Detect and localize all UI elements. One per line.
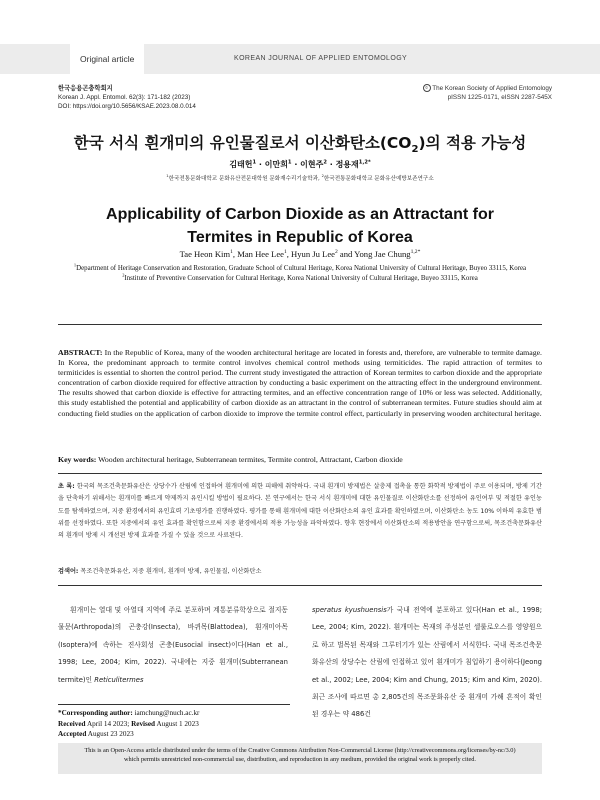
journal-abbrev: Korean J. Appl. Entomol. 62(3): 171-182 (2023) bbox=[58, 94, 191, 101]
divider-top bbox=[58, 324, 542, 325]
license-notice: This is an Open-Access article distributed under the terms of the Creative Commons Attribution Non-Commercial License (http://creativecommons.org/licenses/by-nc/3.0) which permits unrestricted non-commercial use, distribution, and reproduction in any medium, provided the original work is properly cited. bbox=[58, 743, 542, 774]
english-abstract: ABSTRACT: In the Republic of Korea, many of the wooden architectural heritage are located in forests and, therefore, are vulnerable to termite damage. In Korea, the predominant approach to termite control involves chemical control methods using termiticides. The rapid attraction of termites to termiticides is essential to shorten the control period. The current study investigated the attraction of Korean termites to carbon dioxide and the appropriate concentration of carbon dioxide required for effective attraction by conducting a basic experiment on the attracting effect in the underground environment. The results showed that carbon dioxide is effective for attracting termites, and an effective concentration range of 10% or less was selected. Additionally, this study established the potential and applicability of carbon dioxide as an attractant in the control of subterranean termites. Future studies should aim at conducting field studies on the application of carbon dioxide to improve the termite control effect, particularly in preserving wooden architectural heritage. bbox=[58, 348, 543, 418]
journal-banner: KOREAN JOURNAL OF APPLIED ENTOMOLOGY bbox=[234, 55, 408, 62]
journal-korean-name: 한국응용곤충학회지 bbox=[58, 85, 113, 92]
english-affiliation-1: $^1$Department of Heritage Conservation and Restoration, Graduate School of Cultural Heritage, Korea National University of Cultural Heritage, Buyeo 33115, Korea bbox=[73, 262, 527, 272]
issn: pISSN 1225-0171, eISSN 2287-545X bbox=[447, 94, 552, 101]
english-keywords: Key words: Wooden architectural heritage, Subterranean termites, Termite control, Attractant, Carbon dioxide bbox=[58, 455, 403, 464]
english-affiliations bbox=[60, 264, 540, 283]
body-column-left: 흰개미는 열대 및 아열대 지역에 주로 분포하며 계통분류학상으로 절지동물문(Arthropoda)의 곤충강(Insecta), 바퀴목(Blattodea), 흰개미아목(Isoptera)에 속하는 진사회성 곤충(Eusocial insect)이다(Han et al., 1998; Lee, 2004; Kim, 2022). 국내에는 지중 흰개미(Subterranean termite)인 Reticulitermes bbox=[58, 606, 288, 684]
copyright-owner: The Korean Society of Applied Entomology bbox=[432, 85, 552, 92]
doi-link[interactable]: DOI: https://doi.org/10.5656/KSAE.2023.08.0.014 bbox=[58, 103, 196, 110]
korean-title: 한국 서식 흰개미의 유인물질로서 이산화탄소$(CO_2)$의 적용 가능성 bbox=[73, 134, 527, 156]
citation-block bbox=[58, 84, 196, 111]
korean-keywords: 검색어: 목조건축문화유산, 지중 흰개미, 흰개미 방제, 유인물질, 이산화탄소 bbox=[58, 568, 262, 575]
article-type-tab: Original article bbox=[70, 44, 144, 74]
divider-bottom bbox=[58, 585, 542, 586]
divider-middle bbox=[58, 473, 542, 474]
korean-abstract: 초 록: 한국의 목조건축문화유산은 상당수가 산림에 인접하여 흰개미에 의한 피해에 취약하다. 국내 흰개미 방제법은 살충제 접촉을 통한 화학적 방제법이 주로 이용되며, 방제 기간을 단축하기 위해서는 흰개미를 빠르게 약제까지 유인시킬 방법이 필요하다. 본 연구에서는 한국 서식 흰개미에 대한 유인물질로 이산화탄소를 선정하여 유인여부 및 적절한 유인농도를 탐색하였으며, 지중 환경에서의 유인효력 기초평가를 진행하였다. 평가를 통해 흰개미에 대한 이산화탄소의 유인 효과를 확인하였으며, 이산화탄소 농도 10% 이하의 유효한 범위를 선정하였다. 또한 지중에서의 유인 효과를 확인함으로써 지중 환경에서의 적용 가능성을 파악하였다. 향후 현장에서 이산화탄소의 적용방안을 연구함으로써, 목조건축문화유산의 흰개미 방제 시 개선된 방제 효과를 가질 수 있을 것으로 사료된다. bbox=[58, 483, 542, 540]
body-column-right: speratus kyushuensis가 국내 전역에 분포하고 있다(Han et al., 1998; Lee, 2004; Kim, 2022). 흰개미는 목재의 주성분인 셀룰로오스를 영양원으로 하고 벌목된 목재와 그루터기가 있는 산림에서 서식한다. 국내 목조건축문화유산의 상당수는 산림에 인접하고 있어 흰개미가 침입하기 용이하다(Jeong et al., 2002; Lee, 2004; Kim and Chung, 2015; Kim and Kim, 2020). 최근 조사에 따르면 총 2,805건의 목조문화유산 중 흰개미 가해 흔적이 확인된 경우는 약 486건 bbox=[312, 606, 542, 719]
english-title: Applicability of Carbon Dioxide as an Attractant for Termites in Republic of Korea bbox=[106, 206, 494, 246]
english-affiliation-2: $^2$Institute of Preventive Conservation for Cultural Heritage, Korea National University of Cultural Heritage, Buyeo 33115, Korea bbox=[122, 272, 478, 282]
korean-affiliations: $^1$한국전통문화대학교 문화유산전문대학원 문화재수리기술학과, $^2$한국전통문화대학교 문화유산예방보존연구소 bbox=[166, 174, 434, 182]
english-authors: Tae Heon Kim$^1$, Man Hee Lee$^1$, Hyun Ju Lee$^2$ and Yong Jae Chung$^{1,2*}$ bbox=[179, 249, 421, 259]
correspondence-block: *Corresponding author: iamchung@nuch.ac.kr Received April 14 2023; Revised August 1 2023 Accepted August 23 2023 bbox=[58, 704, 290, 740]
author-email[interactable]: iamchung@nuch.ac.kr bbox=[134, 709, 200, 717]
copyright-icon: © bbox=[423, 84, 431, 92]
copyright-block bbox=[423, 84, 552, 102]
korean-authors: 김태헌$^1$ · 이만희$^1$ · 이현주$^2$ · 정용재$^{1,2*}$ bbox=[229, 159, 371, 169]
header-bar bbox=[0, 44, 600, 74]
